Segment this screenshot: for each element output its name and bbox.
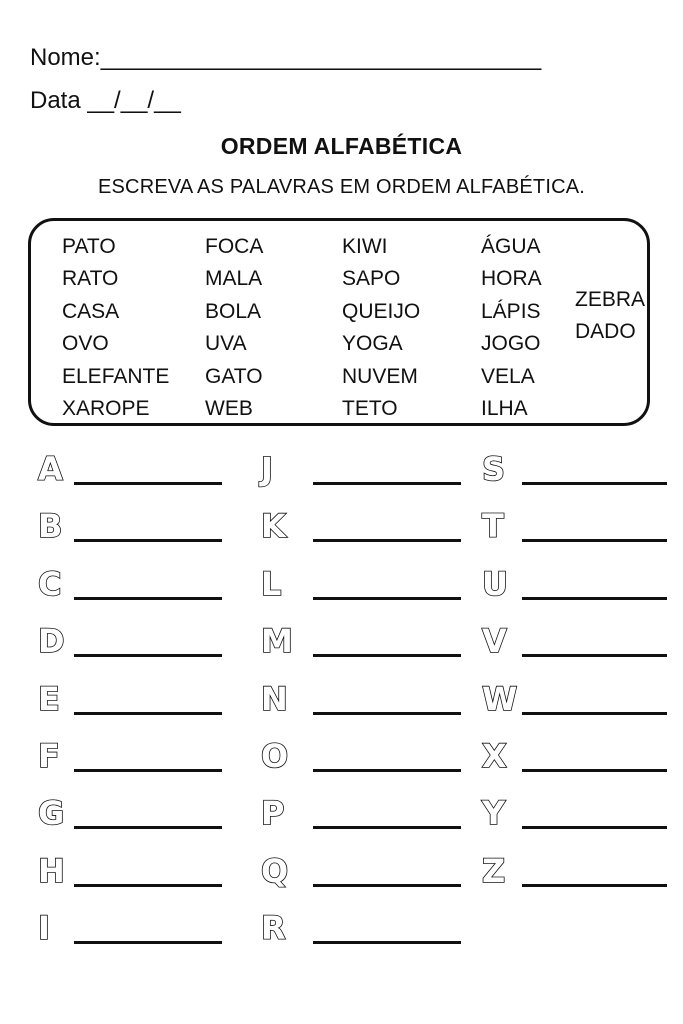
outline-letter: O xyxy=(261,736,289,775)
letter-row xyxy=(482,506,667,563)
word-bank-word: DADO xyxy=(575,320,636,344)
word-bank-word: YOGA xyxy=(342,332,403,356)
word-bank-word: GATO xyxy=(205,364,263,388)
letter-row xyxy=(38,621,222,678)
outline-letter: H xyxy=(38,851,65,890)
letter-row xyxy=(482,621,667,678)
answer-line[interactable] xyxy=(313,654,461,657)
word-bank-word: TETO xyxy=(342,397,398,421)
outline-letter: S xyxy=(482,450,506,488)
letter-row xyxy=(38,506,222,563)
word-bank-column-1 xyxy=(62,231,169,425)
outline-letter: T xyxy=(482,507,504,546)
answer-line[interactable] xyxy=(313,712,461,715)
word-bank-word: MALA xyxy=(205,267,263,291)
answer-line[interactable] xyxy=(74,712,222,715)
letter-row xyxy=(38,564,222,621)
name-field-label[interactable]: Nome:_________________________________ xyxy=(30,44,542,71)
outline-letter: Y xyxy=(482,794,506,833)
outline-letter: Z xyxy=(482,851,506,890)
answer-line[interactable] xyxy=(74,482,222,485)
outline-letter: B xyxy=(38,507,63,546)
answer-line[interactable] xyxy=(313,539,461,542)
outline-letter: U xyxy=(482,564,508,603)
outline-letter: N xyxy=(261,679,288,718)
outline-letter: Q xyxy=(261,851,289,890)
letter-row xyxy=(38,793,222,850)
word-bank-word: VELA xyxy=(481,364,535,388)
word-bank-word: XAROPE xyxy=(62,397,150,421)
letter-row xyxy=(261,449,461,506)
answer-line[interactable] xyxy=(74,597,222,600)
word-bank-word: ÁGUA xyxy=(481,235,541,258)
letter-row xyxy=(38,679,222,736)
word-bank-word: UVA xyxy=(205,332,247,356)
outline-letter: X xyxy=(482,736,507,775)
outline-letter: P xyxy=(261,794,285,833)
outline-letter: F xyxy=(38,736,60,775)
answer-line[interactable] xyxy=(74,654,222,657)
word-bank-word: OVO xyxy=(62,332,109,356)
answer-line[interactable] xyxy=(522,884,667,887)
letter-row xyxy=(261,851,461,908)
word-bank-word: WEB xyxy=(205,397,253,421)
word-bank-word: QUEIJO xyxy=(342,299,421,323)
word-bank-column-2 xyxy=(205,231,263,425)
answer-line[interactable] xyxy=(522,769,667,772)
letter-row xyxy=(261,736,461,793)
answer-line[interactable] xyxy=(313,769,461,772)
answer-line[interactable] xyxy=(74,826,222,829)
letter-row xyxy=(482,679,667,736)
outline-letter: L xyxy=(261,564,282,603)
outline-letter: E xyxy=(38,679,60,718)
answer-line[interactable] xyxy=(74,884,222,887)
word-bank-word: CASA xyxy=(62,299,120,323)
letter-row xyxy=(482,564,667,621)
word-bank-column-5 xyxy=(575,284,645,349)
letter-row xyxy=(38,449,222,506)
answer-line[interactable] xyxy=(74,539,222,542)
answer-line[interactable] xyxy=(313,941,461,944)
letter-column-3 xyxy=(482,449,667,908)
letter-row xyxy=(261,564,461,621)
answer-line[interactable] xyxy=(522,539,667,542)
answer-line[interactable] xyxy=(74,941,222,944)
letter-row xyxy=(261,679,461,736)
outline-letter: J xyxy=(261,450,273,488)
page-title: ORDEM ALFABÉTICA xyxy=(220,133,463,159)
word-bank-word: PATO xyxy=(62,235,116,258)
answer-line[interactable] xyxy=(522,597,667,600)
answer-line[interactable] xyxy=(522,482,667,485)
outline-letter: D xyxy=(38,622,65,661)
word-bank-word: JOGO xyxy=(481,332,541,356)
date-field-label[interactable]: Data __/__/__ xyxy=(30,87,181,114)
word-bank-column-3 xyxy=(342,231,420,425)
outline-letter: G xyxy=(38,794,65,833)
word-bank-word: HORA xyxy=(481,267,542,291)
letter-row xyxy=(261,793,461,850)
outline-letter: M xyxy=(261,622,293,661)
letter-row xyxy=(482,793,667,850)
outline-letter: A xyxy=(38,450,63,488)
outline-letter: K xyxy=(261,507,286,546)
word-bank-word: BOLA xyxy=(205,299,262,323)
outline-letter: V xyxy=(482,622,507,661)
word-bank-column-4 xyxy=(481,231,542,425)
answer-line[interactable] xyxy=(313,597,461,600)
letter-row xyxy=(261,621,461,678)
word-bank-word: FOCA xyxy=(205,235,264,258)
letter-row xyxy=(261,506,461,563)
word-bank-word: ELEFANTE xyxy=(62,364,170,388)
letter-row xyxy=(482,736,667,793)
letter-column-2 xyxy=(261,449,461,966)
letter-row xyxy=(38,736,222,793)
answer-line[interactable] xyxy=(74,769,222,772)
letter-column-1 xyxy=(38,449,222,966)
answer-line[interactable] xyxy=(522,826,667,829)
letter-row xyxy=(38,851,222,908)
answer-line[interactable] xyxy=(313,482,461,485)
word-bank-word: SAPO xyxy=(342,267,401,291)
answer-line[interactable] xyxy=(522,712,667,715)
word-bank-word: LÁPIS xyxy=(481,299,541,323)
answer-line[interactable] xyxy=(522,654,667,657)
letter-row xyxy=(482,851,667,908)
word-bank-word: RATO xyxy=(62,267,119,291)
answer-line[interactable] xyxy=(313,884,461,887)
outline-letter: W xyxy=(482,679,518,718)
word-bank-word: ZEBRA xyxy=(575,288,646,311)
word-bank-word: NUVEM xyxy=(342,364,418,388)
word-bank-word: ILHA xyxy=(481,397,528,421)
letter-row xyxy=(482,449,667,506)
letter-row xyxy=(261,908,461,965)
outline-letter: R xyxy=(261,909,286,948)
outline-letter: C xyxy=(38,564,62,603)
word-bank-word: KIWI xyxy=(342,235,388,258)
letter-row xyxy=(38,908,222,965)
answer-line[interactable] xyxy=(313,826,461,829)
outline-letter: I xyxy=(38,909,50,948)
instruction-text: ESCREVA AS PALAVRAS EM ORDEM ALFABÉTICA. xyxy=(97,176,586,198)
